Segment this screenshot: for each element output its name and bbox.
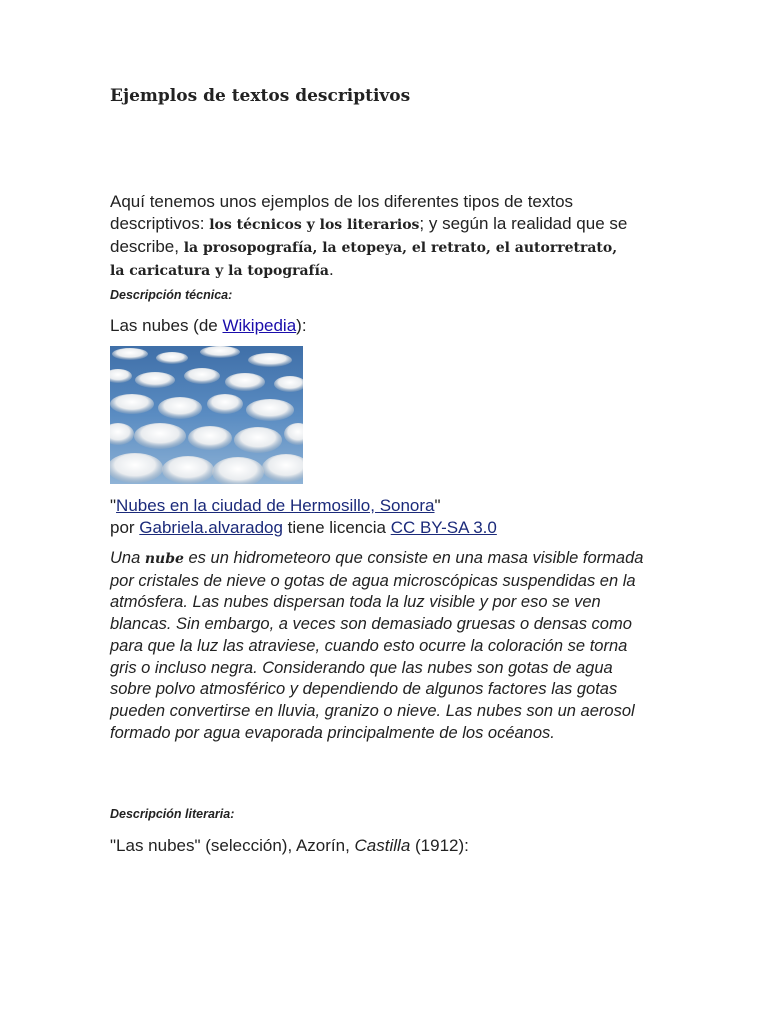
term-nube: nube: [144, 551, 184, 567]
photo-credit: "Nubes en la ciudad de Hermosillo, Sonora" por Gabriela.alvaradog tiene licencia CC BY-SA 3.0: [110, 496, 497, 537]
source-line: Las nubes (de Wikipedia):: [110, 316, 307, 335]
intro-text-1: Aquí tenemos unos ejemplos de los diferentes tipos de textos descriptivos:: [110, 192, 574, 233]
work-title: Castilla: [354, 836, 411, 855]
technical-description: Una nube es un hidrometeoro que consiste en una masa visible formada por cristales de nieve o gotas de agua microscópicas suspendidas en la atmósfera. Las nubes dispersan toda la luz visible y por eso se ven blancas. Sin embargo, a veces son demasiado gruesas o densas como para que la luz las atraviese, cuando esto ocurre la coloración se torna gris o incluso negra. Considerando que las nubes son gotas de agua sobre polvo atmosférico y dependiendo de algunos factores las gotas pueden convertirse en lluvia, granizo o nieve. Las nubes son un aerosol formado por agua evaporada principalmente de los océanos.: [110, 549, 644, 742]
wikipedia-link[interactable]: Wikipedia: [222, 316, 297, 335]
intro-text-3: ; y según la realidad que se describe,: [110, 214, 628, 256]
tech-description-label: Descripción técnica:: [110, 288, 233, 302]
author-link[interactable]: Gabriela.alvaradog: [139, 518, 283, 537]
license-link[interactable]: CC BY-SA 3.0: [390, 518, 497, 537]
photo-title-link[interactable]: Nubes en la ciudad de Hermosillo, Sonora: [116, 496, 435, 515]
clouds-photo: [110, 346, 303, 484]
literary-source-line: "Las nubes" (selección), Azorín, Castilla (1912):: [110, 836, 469, 855]
intro-paragraph: [110, 191, 630, 282]
literary-description-label: Descripción literaria:: [110, 807, 235, 821]
intro-realities: la prosopografía, la etopeya, el retrato, el autorretrato, la caricatura y la topografía: [110, 240, 618, 279]
intro-types: los técnicos y los literarios: [209, 217, 420, 233]
page-title: Ejemplos de textos descriptivos: [110, 86, 411, 106]
intro-text-5: .: [328, 260, 334, 279]
